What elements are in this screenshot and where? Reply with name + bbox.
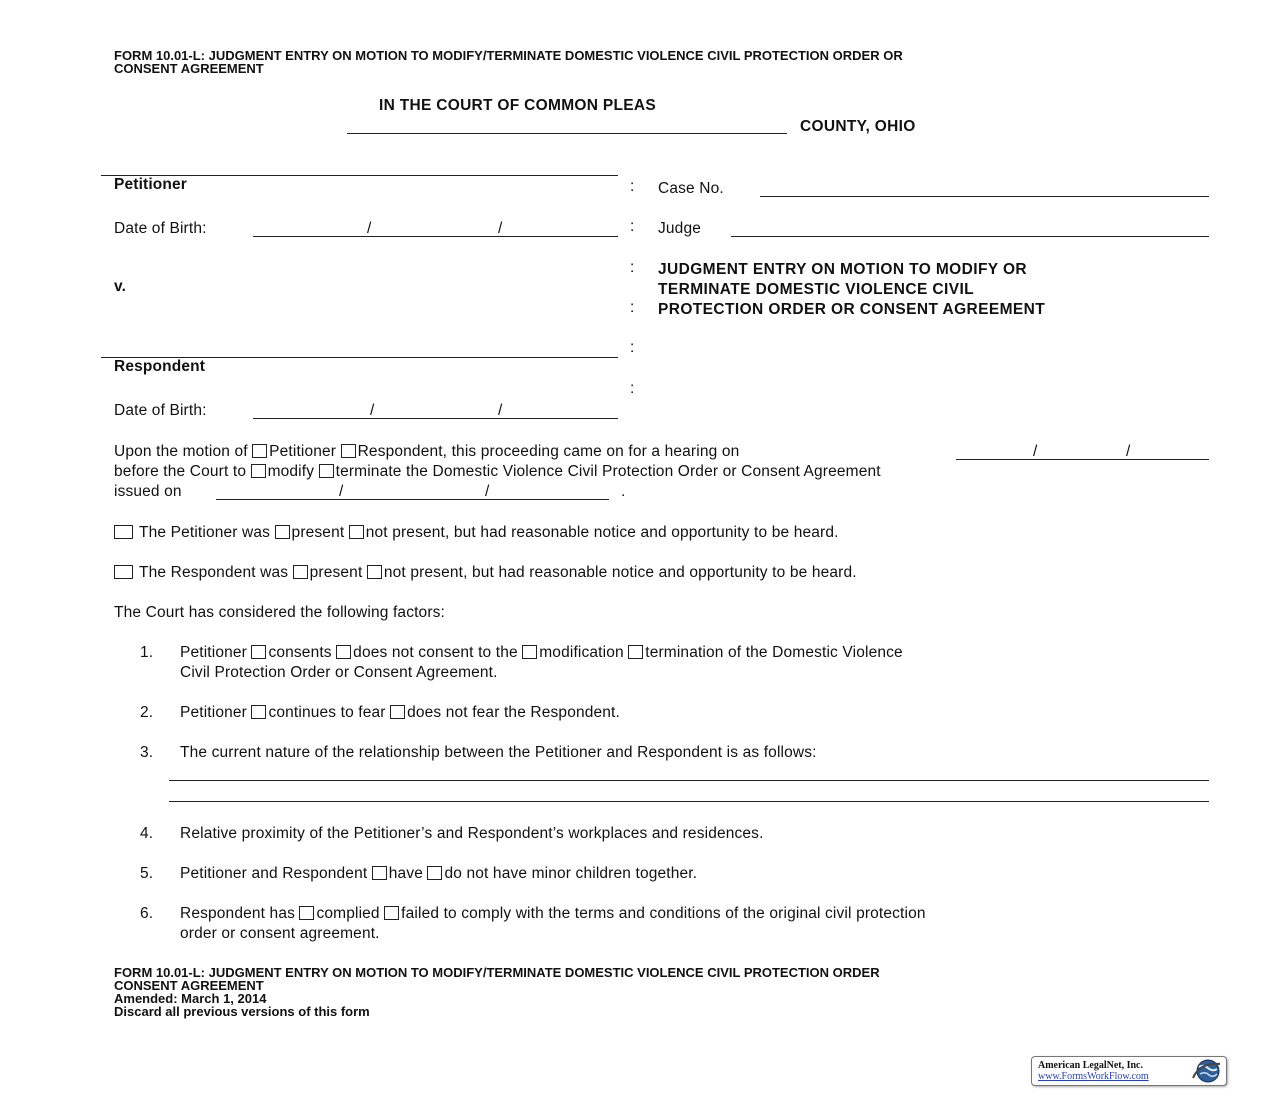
caption-colon: :	[630, 178, 635, 195]
termination-checkbox[interactable]	[628, 645, 643, 659]
respondent-not-present-checkbox[interactable]	[367, 565, 382, 579]
motion-text: Upon the motion of	[114, 443, 248, 460]
respondent-present-checkbox[interactable]	[293, 565, 308, 579]
factor-4-text: Relative proximity of the Petitioner’s and Respondent’s workplaces and residences.	[180, 825, 764, 842]
factor-text: Petitioner and Respondent	[180, 865, 368, 882]
terminate-text: terminate the Domestic Violence Civil Protection Order or Consent Agreement	[335, 463, 881, 480]
respondent-attendance-checkbox[interactable]	[114, 565, 133, 579]
petitioner-dob-label: Date of Birth:	[114, 220, 207, 237]
petitioner-label: Petitioner	[114, 176, 187, 193]
failed-to-comply-checkbox[interactable]	[384, 906, 399, 920]
court-name: IN THE COURT OF COMMON PLEAS	[379, 97, 657, 114]
factor-1-number: 1.	[140, 644, 154, 661]
judge-label: Judge	[658, 220, 701, 237]
factor-6-number: 6.	[140, 905, 154, 922]
have-children-checkbox[interactable]	[372, 866, 387, 880]
petitioner-attendance-line	[114, 524, 839, 542]
issued-on-date-field[interactable]	[216, 499, 609, 500]
issued-on-label: issued on	[114, 483, 182, 500]
terminate-checkbox[interactable]	[319, 464, 334, 478]
continues-to-fear-checkbox[interactable]	[251, 705, 266, 719]
respondent-label: Respondent	[114, 358, 206, 375]
respondent-was-label: The Respondent was	[139, 564, 289, 581]
not-present-label: not present, but had reasonable notice and opportunity to be heard.	[365, 524, 839, 541]
petitioner-was-label: The Petitioner was	[139, 524, 271, 541]
motion-text: before the Court to	[114, 463, 247, 480]
petitioner-attendance-checkbox[interactable]	[114, 525, 133, 539]
issued-date-slash2: /	[485, 483, 490, 500]
logo-url[interactable]: www.FormsWorkFlow.com	[1038, 1071, 1149, 1082]
continues-to-fear-label: continues to fear	[268, 704, 386, 721]
not-present-label: not present, but had reasonable notice and opportunity to be heard.	[383, 564, 857, 581]
consents-label: consents	[268, 644, 332, 661]
issued-date-slash1: /	[339, 483, 344, 500]
factor-5-number: 5.	[140, 865, 154, 882]
county-ohio-label: COUNTY, OHIO	[800, 118, 916, 135]
issued-on-period: .	[621, 483, 626, 500]
failed-to-comply-label: failed to comply with the terms and conditions of the original civil protection	[401, 905, 926, 922]
logo-company: American LegalNet, Inc.	[1038, 1060, 1143, 1071]
respondent-dob-slash2: /	[498, 402, 503, 419]
petitioner-not-present-checkbox[interactable]	[349, 525, 364, 539]
factor-2-line	[180, 704, 620, 722]
relationship-field-line2[interactable]	[169, 801, 1209, 802]
entry-title-line1: JUDGMENT ENTRY ON MOTION TO MODIFY OR	[658, 261, 1028, 278]
modification-checkbox[interactable]	[522, 645, 537, 659]
modification-label: modification	[539, 644, 624, 661]
hearing-date-slash1: /	[1033, 443, 1038, 460]
consents-checkbox[interactable]	[251, 645, 266, 659]
caption-colon: :	[630, 380, 635, 397]
factor-6-line1	[180, 905, 926, 923]
caption-colon: :	[630, 218, 635, 235]
petitioner-dob-field[interactable]	[253, 236, 618, 237]
motion-petitioner-label: Petitioner	[269, 443, 337, 460]
versus-label: v.	[114, 278, 127, 295]
termination-label: termination of the Domestic Violence	[645, 644, 903, 661]
have-label: have	[388, 865, 423, 882]
caption-colon: :	[630, 259, 635, 276]
footer-amended: Amended: March 1, 2014	[114, 991, 267, 1006]
complied-label: complied	[316, 905, 380, 922]
factor-text: Petitioner	[180, 644, 247, 661]
caption-colon: :	[630, 339, 635, 356]
county-name-line[interactable]	[347, 133, 787, 134]
footer-line2: CONSENT AGREEMENT	[114, 978, 264, 993]
present-label: present	[291, 524, 345, 541]
motion-line2	[114, 463, 881, 481]
factor-3-text: The current nature of the relationship between the Petitioner and Respondent is as follows:	[180, 744, 817, 761]
do-not-have-label: do not have minor children together.	[444, 865, 698, 882]
factor-text: Respondent has	[180, 905, 295, 922]
does-not-consent-checkbox[interactable]	[336, 645, 351, 659]
globe-icon	[1190, 1058, 1224, 1084]
respondent-dob-field[interactable]	[253, 418, 618, 419]
relationship-field-line1[interactable]	[169, 780, 1209, 781]
entry-title-line3: PROTECTION ORDER OR CONSENT AGREEMENT	[658, 301, 1046, 318]
entry-title-line2: TERMINATE DOMESTIC VIOLENCE CIVIL	[658, 281, 975, 298]
form-title-line2: CONSENT AGREEMENT	[114, 61, 264, 76]
motion-respondent-text: Respondent, this proceeding came on for a hearing on	[357, 443, 740, 460]
factor-4-number: 4.	[140, 825, 154, 842]
modify-checkbox[interactable]	[251, 464, 266, 478]
caption-colon: :	[630, 299, 635, 316]
do-not-have-children-checkbox[interactable]	[427, 866, 442, 880]
motion-line1	[114, 443, 739, 461]
factor-3-number: 3.	[140, 744, 154, 761]
factor-1-line1	[180, 644, 903, 662]
footer-discard-note: Discard all previous versions of this form	[114, 1004, 370, 1019]
factor-text: Petitioner	[180, 704, 247, 721]
petitioner-dob-slash1: /	[367, 220, 372, 237]
factor-6-line2: order or consent agreement.	[180, 925, 380, 942]
respondent-motion-checkbox[interactable]	[341, 444, 356, 458]
hearing-date-slash2: /	[1126, 443, 1131, 460]
present-label: present	[309, 564, 363, 581]
factor-2-number: 2.	[140, 704, 154, 721]
petitioner-dob-slash2: /	[498, 220, 503, 237]
petitioner-motion-checkbox[interactable]	[252, 444, 267, 458]
footer-line1: FORM 10.01-L: JUDGMENT ENTRY ON MOTION TO MODIFY/TERMINATE DOMESTIC VIOLENCE CIVIL PROTECTION ORDER	[114, 965, 880, 980]
modify-label: modify	[267, 463, 315, 480]
respondent-dob-label: Date of Birth:	[114, 402, 207, 419]
factor-1-line2: Civil Protection Order or Consent Agreement.	[180, 664, 498, 681]
petitioner-present-checkbox[interactable]	[275, 525, 290, 539]
does-not-fear-label: does not fear the Respondent.	[407, 704, 620, 721]
respondent-attendance-line	[114, 564, 857, 582]
hearing-date-field[interactable]	[956, 459, 1209, 460]
factors-intro: The Court has considered the following factors:	[114, 604, 445, 621]
case-no-field[interactable]	[760, 196, 1209, 197]
form-title-line1: FORM 10.01-L: JUDGMENT ENTRY ON MOTION TO MODIFY/TERMINATE DOMESTIC VIOLENCE CIVIL PROTECTION ORDER OR	[114, 48, 903, 63]
respondent-dob-slash1: /	[370, 402, 375, 419]
case-no-label: Case No.	[658, 180, 724, 197]
does-not-consent-label: does not consent to the	[353, 644, 518, 661]
does-not-fear-checkbox[interactable]	[390, 705, 405, 719]
complied-checkbox[interactable]	[299, 906, 314, 920]
judge-field[interactable]	[731, 236, 1209, 237]
factor-5-line	[180, 865, 697, 883]
american-legalnet-logo[interactable]	[1031, 1056, 1227, 1086]
